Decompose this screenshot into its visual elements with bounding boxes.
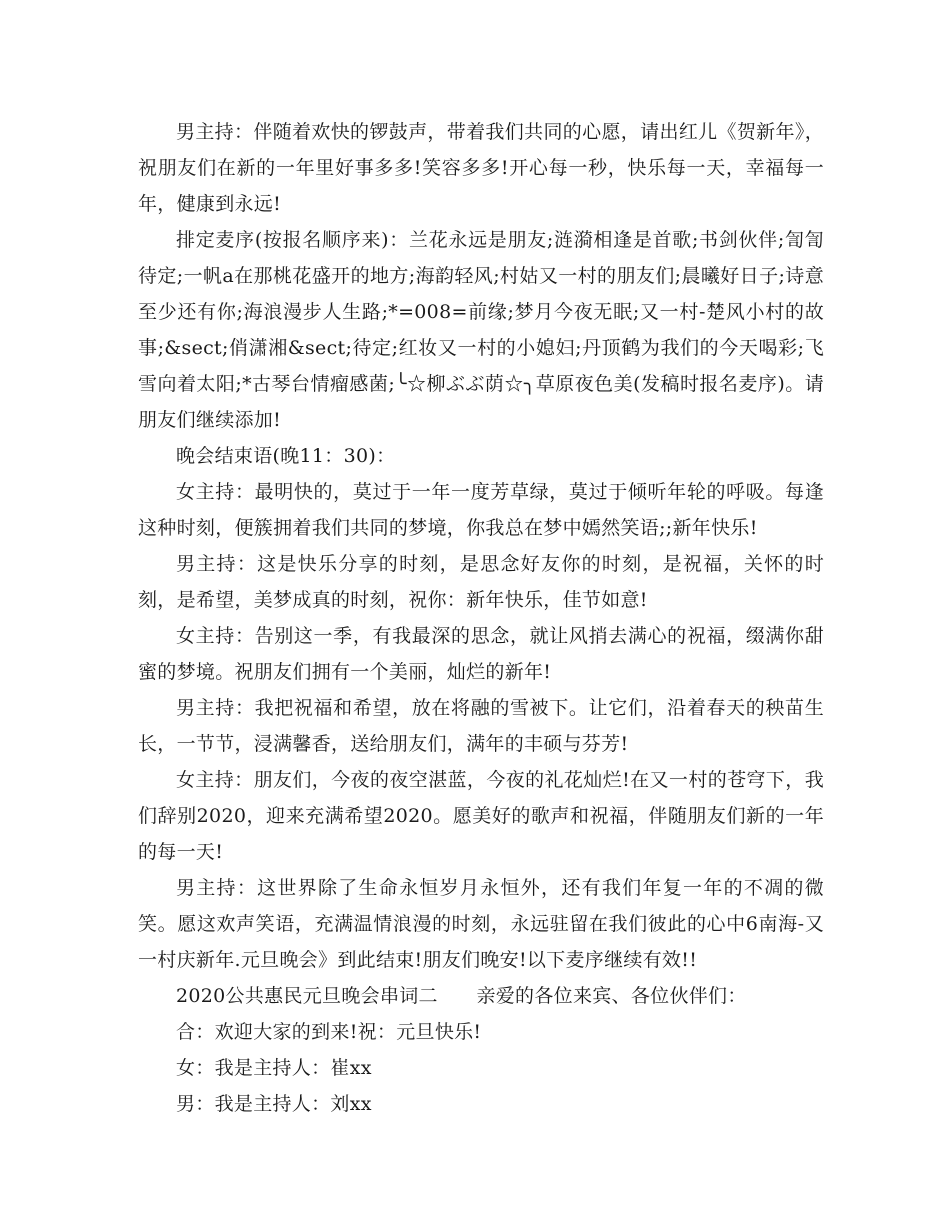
- paragraph-male-host-1: 男主持：这是快乐分享的时刻，是思念好友你的时刻，是祝福，关怀的时刻，是希望，美梦成真的时刻，祝你：新年快乐，佳节如意!: [138, 553, 824, 611]
- paragraph-female-host-3: 女主持：朋友们，今夜的夜空湛蓝，今夜的礼花灿烂!在又一村的苍穹下，我们辞别2020，迎来充满希望2020。愿美好的歌声和祝福，伴随朋友们新的一年的每一天!: [138, 769, 824, 863]
- paragraph-female-host-1: 女主持：最明快的，莫过于一年一度芳草绿，莫过于倾听年轮的呼吸。每逢这种时刻，便簇拥着我们共同的梦境，你我总在梦中嫣然笑语;;新年快乐!: [138, 481, 824, 539]
- paragraph-closing-heading: 晚会结束语(晚11：30)：: [176, 445, 396, 467]
- paragraph-female-host-2: 女主持：告别这一季，有我最深的思念，就让风捎去满心的祝福，缀满你甜蜜的梦境。祝朋友们拥有一个美丽，灿烂的新年!: [138, 625, 824, 683]
- paragraph-mic-order: 排定麦序(按报名顺序来)：兰花永远是朋友;涟漪相逢是首歌;书剑伙伴;訇訇待定;一帆a在那桃花盛开的地方;海韵轻风;村姑又一村的朋友们;晨曦好日子;诗意至少还有你;海浪漫步人生路;*=008=前缘;梦月今夜无眠;又一村-楚风小村的故事;&sect;俏潇湘&sect;待定;红妆又一村的小媳妇;丹顶鹤为我们的今天喝彩;飞雪向着太阳;*古琴台情瘤感菌;╰☆柳ぶぶ荫☆╮草原夜色美(发稿时报名麦序)。请朋友们继续添加!: [138, 229, 824, 431]
- document-body: [138, 114, 824, 1122]
- paragraph-male-host-intro: 男：我是主持人：刘xx: [176, 1093, 372, 1115]
- paragraph-male-host-3: 男主持：这世界除了生命永恒岁月永恒外，还有我们年复一年的不凋的微笑。愿这欢声笑语，充满温情浪漫的时刻，永远驻留在我们彼此的心中6南海-又一村庆新年.元旦晚会》到此结束!朋友们晚安!以下麦序继续有效!!: [138, 877, 824, 971]
- paragraph-together: 合：欢迎大家的到来!祝：元旦快乐!: [176, 1021, 482, 1043]
- paragraph-script-two-title: 2020公共惠民元旦晚会串词二 亲爱的各位来宾、各位伙伴们：: [176, 985, 747, 1007]
- paragraph-male-host-opening: 男主持：伴随着欢快的锣鼓声，带着我们共同的心愿，请出红儿《贺新年》，祝朋友们在新的一年里好事多多!笑容多多!开心每一秒，快乐每一天，幸福每一年，健康到永远!: [138, 121, 824, 215]
- paragraph-male-host-2: 男主持：我把祝福和希望，放在将融的雪被下。让它们，沿着春天的秧苗生长，一节节，浸满馨香，送给朋友们，满年的丰硕与芬芳!: [138, 697, 824, 755]
- paragraph-female-host-intro: 女：我是主持人：崔xx: [176, 1057, 372, 1079]
